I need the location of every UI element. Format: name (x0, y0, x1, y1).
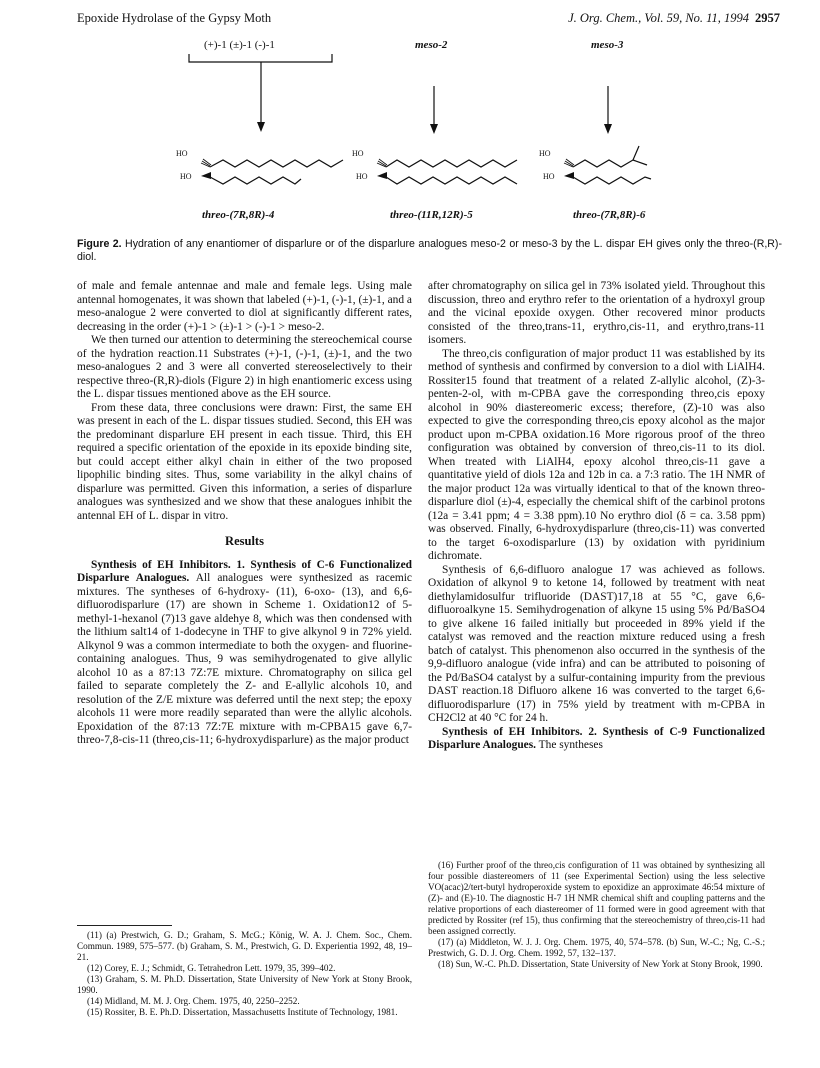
footnotes-right (428, 860, 765, 970)
paragraph: after chromatography on silica gel in 73% isolated yield. Throughout this discussion, threo and erythro refer to the orientation of a hydroxyl group and the vicinal epoxide oxygen. Other recovered minor products consisted of the threo,trans-11, erythro,cis-11, and erythro,trans-11 isomers. (428, 280, 765, 346)
enantiomer-labels: (+)-1 (±)-1 (-)-1 (204, 39, 275, 51)
footnote: (16) Further proof of the threo,cis configuration of 11 was obtained by synthesizing all four possible diastereomers of 11 (see Experimental Section) using the less selective VO(acac)2/tert-butyl hydroperoxide system to epoxidize an approximate 46:54 mixture of (Z)- and (E)-10. The diagnostic H-7 1H NMR chemical shift and coupling patterns and the relative proportions of each diastereomer of 11 formed were in good agreement with that predicted by Rossiter (ref 15), thus confirming that the stereochemistry of threo,cis-11 had been assigned correctly. (428, 860, 765, 936)
left-column (77, 280, 412, 748)
journal-citation: J. Org. Chem., Vol. 59, No. 11, 1994 (568, 11, 749, 25)
figure-caption (77, 238, 782, 264)
footnote: (17) (a) Middleton, W. J. J. Org. Chem. 1975, 40, 574–578. (b) Sun, W.-C.; Ng, C.-S.; Prestwich, G. D. J. Org. Chem. 1992, 57, 132–137. (428, 937, 765, 958)
product-label-5: threo-(11R,12R)-5 (390, 209, 473, 221)
figure-2-scheme (77, 36, 782, 236)
hydroxyl-label: HO (176, 149, 188, 158)
footnote: (11) (a) Prestwich, G. D.; Graham, S. McG.; König, W. A. J. Chem. Soc., Chem. Commun. 1989, 575–577. (b) Graham, S. M., Prestwich, G. D. Experientia 1992, 48, 19–21. (77, 930, 412, 962)
paragraph: Synthesis of 6,6-difluoro analogue 17 was achieved as follows. Oxidation of alkynol 9 to ketone 14, followed by treatment with neat diethylamidosulfur trifluoride (DAST)17,18 at 55 °C, gave 6,6-difluoroalkyne 15. Semihydrogenation of alkyne 15 using 5% Pd/BaSO4 to give alkene 16 failed initially but proceeded in 89% yield if the catalyst was removed and the reaction mixture reduced using a fresh batch of catalyst. This phenomenon also occurred in the synthesis of the 9,9-difluoro analogue (vide infra) and can be attributed to poisoning of the Pd/BaSO4 catalyst by a sulfur-containing impurity from the previous DAST reaction.18 Difluoro alkene 16 was converted to the target 6,6-difluorodisparlure (17) in 75% yield by treatment with m-CPBA in CH2Cl2 at 40 °C for 24 h. (428, 563, 765, 724)
hydroxyl-label: HO (356, 172, 368, 181)
diol-4-upper-chain (210, 160, 343, 167)
enantiomer-bracket (189, 54, 332, 62)
paragraph: of male and female antennae and male and female legs. Using male antennal homogenates, it was shown that labeled (+)-1, (-)-1, (±)-1, and a meso-analogue 2 were converted to diol at significantly different rates, decreasing in the order (+)-1 > (±)-1 > (-)-1 > meso-2. (77, 280, 412, 333)
paragraph: We then turned our attention to determining the stereochemical course of the hydration reaction.11 Substrates (+)-1, (-)-1, (±)-1, and the two meso-analogues 2 and 3 were all converted stereoselectively to their respective threo-(R,R)-diols (Figure 2) in high enantiomeric excess using the L. dispar tissues mentioned above as the EH source. (77, 334, 412, 400)
running-head-title: Epoxide Hydrolase of the Gypsy Moth (77, 11, 272, 25)
running-head-citation (568, 10, 780, 26)
caption-label: Figure 2. (77, 238, 122, 250)
subsection-heading: Synthesis of EH Inhibitors. 2. Synthesis of C-9 Functionalized Disparlure Analogues. (428, 725, 765, 751)
subsection-heading: Synthesis of EH Inhibitors. 1. Synthesis of C-6 Functionalized Disparlure Analogues. (77, 558, 412, 584)
meso-3-label: meso-3 (591, 39, 624, 51)
diol-6-upper-chain (573, 146, 647, 167)
footnote: (18) Sun, W.-C. Ph.D. Dissertation, State University of New York at Stony Brook, 1990. (438, 959, 763, 969)
paragraph-text: The syntheses (536, 739, 603, 751)
hydroxyl-label: HO (543, 172, 555, 181)
paragraph: The threo,cis configuration of major product 11 was established by its method of synthesis and confirmed by conversion to a diol with LiAlH4. Rossiter15 found that treatment of a related Z-allylic alcohol, (Z)-3-penten-2-ol, with m-CPBA gave the corresponding threo,cis epoxy alcohol in 90% diastereomeric excess; therefore, (Z)-10 was also expected to give the corresponding threo,cis epoxy alcohol as the major product upon m-CPBA oxidation.16 More rigorous proof of the threo configuration was obtained by conversion of threo,cis-11 to its diol. When treated with LiAlH4, epoxy alcohol threo,cis-11 gave a quantitative yield of diols 12a and 12b in ca. a 7:3 ratio. The 1H NMR of the major product 12a was virtually identical to that of the known threo-disparlure diol (±)-4, especially the chemical shift of the carbinol protons (12a = 3.41 ppm; 4 = 3.38 ppm).10 No erythro diol (δ = ca. 3.58 ppm) was observed. Finally, 6-hydroxydisparlure (threo,cis-11) was converted to the target 6-oxodisparlure (13) by oxidation with pyridinium dichromate. (428, 347, 765, 562)
section-heading-results: Results (225, 534, 264, 548)
diol-4-lower-chain (210, 177, 301, 184)
footnote: (15) Rossiter, B. E. Ph.D. Dissertation, Massachusetts Institute of Technology, 1981. (87, 1007, 398, 1017)
hydroxyl-label: HO (180, 172, 192, 181)
footnote-rule (77, 925, 172, 926)
footnote: (12) Corey, E. J.; Schmidt, G. Tetrahedron Lett. 1979, 35, 399–402. (87, 963, 336, 973)
diol-5-upper-chain (386, 160, 517, 167)
product-label-6: threo-(7R,8R)-6 (573, 209, 646, 221)
page-number: 2957 (755, 11, 780, 25)
figure-2 (77, 36, 782, 236)
paragraph (428, 726, 765, 753)
paragraph: From these data, three conclusions were drawn: First, the same EH was present in each of the L. dispar tissues studied. Second, this EH was the predominant disparlure EH present in each tissue. Third, this EH required a specific orientation of the epoxide in its epoxide binding site, but could accept either alkyl chain in either of the two proposed lipophilic binding sites. Thus, some variability in the alkyl chains of disparlure was permitted. Given this information, a series of disparlure analogues was synthesized and we show that these analogues inhibit the antennal EH of L. dispar in vitro. (77, 401, 412, 522)
product-label-4: threo-(7R,8R)-4 (202, 209, 275, 221)
diol-5-lower-chain (386, 177, 517, 184)
hydroxyl-label: HO (539, 149, 551, 158)
diol-6-lower-chain (573, 177, 651, 184)
meso-2-label: meso-2 (415, 39, 448, 51)
right-column (428, 280, 765, 753)
caption-text: Hydration of any enantiomer of disparlure or of the disparlure analogues meso-2 or meso-3 by the L. dispar EH gives only the threo-(R,R)-diol. (77, 238, 782, 263)
paragraph-text: All analogues were synthesized as racemic mixtures. The syntheses of 6-hydroxy- (11), 6-oxo- (13), and 6,6-difluorodisparlure (17) are shown in Scheme 1. Oxidation12 of 5-methyl-1-hexanol (7)13 gave aldehye 8, which was then condensed with the lithium salt14 of 1-dodecyne in THF to give alkynol 9 in 72% yield. Alkynol 9 was a common intermediate to both the oxygen- and fluorine-containing analogues. Thus, 9 was semihydrogenated to give allylic alcohol 10 as a 87:13 7Z:7E mixture. Chromatography on silica gel failed to separate completely the Z- and E-allylic alcohols 10, and resolution of the Z/E mixture was deferred until the next step; the epoxy alcohols 11 were more readily separated than were the allylic alcohols. Epoxidation of the 87:13 7Z:7E mixture with m-CPBA15 gave 6,7-threo-7,8-cis-11 (threo,cis-11; 6-hydroxydisparlure) as the major product (77, 572, 412, 746)
paragraph (77, 559, 412, 748)
footnote: (13) Graham, S. M. Ph.D. Dissertation, State University of New York at Stony Brook, 1990. (77, 974, 412, 995)
hydroxyl-label: HO (352, 149, 364, 158)
footnotes-left (77, 925, 412, 1018)
footnote: (14) Midland, M. M. J. Org. Chem. 1975, 40, 2250–2252. (87, 996, 300, 1006)
